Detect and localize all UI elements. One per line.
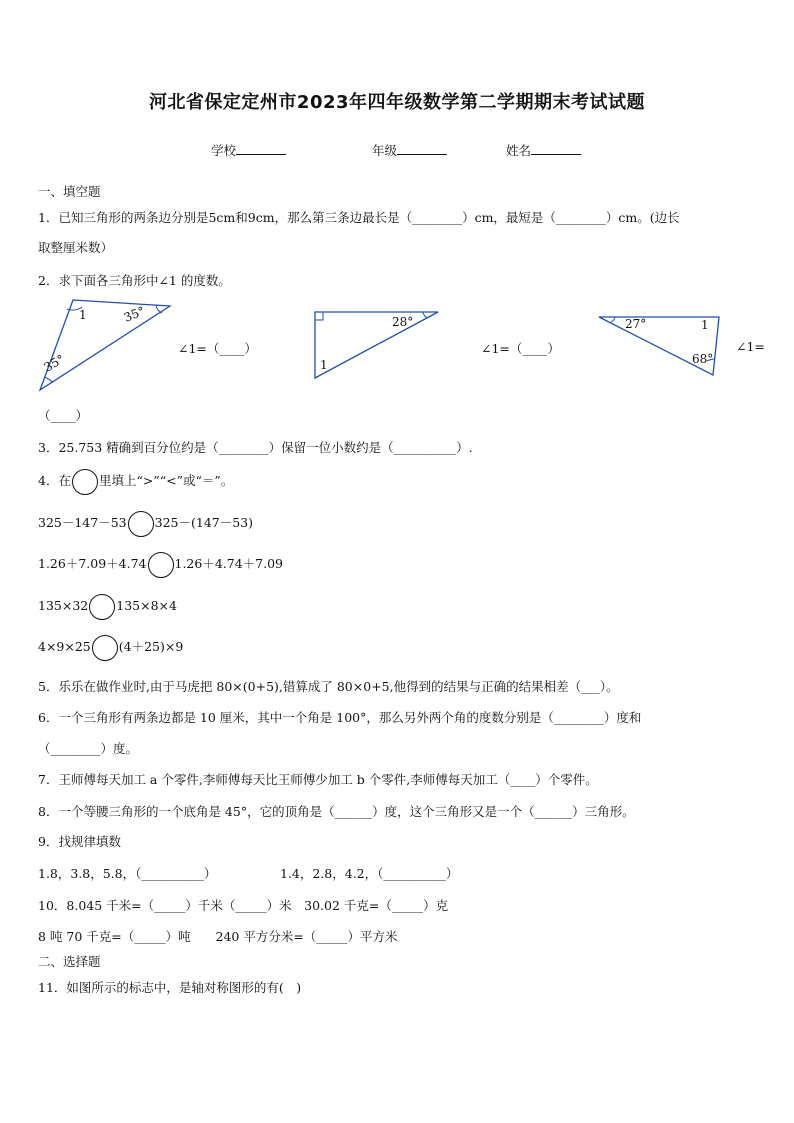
triangle-3-label-27: 27° (625, 317, 647, 331)
compare-circle-4[interactable] (92, 635, 118, 661)
question-3: 3．25.753 精确到百分位约是（________）保留一位小数约是（__________）. (38, 440, 473, 455)
question-4-row-4 (38, 634, 183, 661)
grade-blank[interactable] (397, 142, 447, 155)
triangle-1-shape (40, 300, 170, 390)
triangle-2-label-1: 1 (320, 358, 328, 372)
question-7: 7．王师傅每天加工 a 个零件,李师傅每天比王师傅少加工 b 个零件,李师傅每天加工（____）个零件。 (38, 772, 598, 787)
triangle-3-figure (595, 312, 725, 380)
name-label: 姓名 (506, 143, 532, 158)
question-2-answer-1: ∠1=（____） (178, 341, 257, 356)
question-2-text: 2．求下面各三角形中∠1 的度数。 (38, 273, 231, 288)
question-6-line-2: （________）度。 (38, 741, 139, 756)
question-4-intro-b: 里填上“>”“<”或“＝”。 (98, 473, 234, 488)
question-4-intro-a: 4．在 (38, 473, 71, 488)
question-4-intro (38, 468, 233, 495)
row-3-right: 135×8×4 (116, 598, 177, 613)
row-1-right: 325－(147－53) (154, 515, 254, 530)
grade-label: 年级 (372, 143, 398, 158)
triangle-3-label-68: 68° (692, 352, 714, 366)
question-9-title: 9．找规律填数 (38, 834, 121, 849)
question-2-answer-3-cont: （____） (38, 408, 89, 423)
question-2-answer-3: ∠1= (736, 339, 765, 354)
triangle-1-figure (30, 295, 180, 395)
triangle-3-arc-left (611, 317, 615, 322)
section-choice-heading: 二、选择题 (38, 954, 101, 969)
question-1-line-1: 1．已知三角形的两条边分别是5cm和9cm，那么第三条边最长是（________）cm，最短是（________）cm。(边长 (38, 210, 680, 225)
question-2-answer-2: ∠1=（____） (481, 341, 560, 356)
triangle-2-right-angle-mark (315, 312, 323, 320)
question-1-line-2: 取整厘米数） (38, 240, 114, 255)
question-4-row-2 (38, 551, 283, 578)
section-fill-heading: 一、填空题 (38, 184, 101, 199)
question-5: 5．乐乐在做作业时,由于马虎把 80×(0+5),错算成了 80×0+5,他得到的结果与正确的结果相差（___）。 (38, 679, 619, 694)
compare-circle-2[interactable] (148, 552, 174, 578)
page-title: 河北省保定定州市2023年四年级数学第二学期期末考试试题 (148, 92, 646, 113)
triangle-1-label-35a: 35° (121, 303, 147, 325)
school-label: 学校 (211, 143, 237, 158)
question-11: 11．如图所示的标志中，是轴对称图形的有( ) (38, 980, 302, 995)
question-10-line-2: 8 吨 70 千克=（_____）吨 240 平方分米=（_____）平方米 (38, 929, 398, 944)
name-field (506, 141, 581, 159)
question-9-seq-1: 1.8，3.8，5.8，（__________） (38, 866, 217, 881)
question-8: 8．一个等腰三角形的一个底角是 45°，它的顶角是（______）度，这个三角形又是一个（______）三角形。 (38, 804, 635, 819)
row-1-left: 325－147－53 (38, 515, 127, 530)
question-6-line-1: 6．一个三角形有两条边都是 10 厘米，其中一个角是 100°，那么另外两个角的度数分别是（________）度和 (38, 710, 642, 725)
question-9-seq-2: 1.4，2.8，4.2，（__________） (280, 866, 459, 881)
question-4-row-1 (38, 510, 253, 537)
triangle-1-arc-bottom (44, 377, 53, 383)
school-blank[interactable] (236, 142, 286, 155)
question-10-line-1: 10．8.045 千米=（_____）千米（_____）米 30.02 千克=（_____）克 (38, 898, 449, 913)
triangle-1-label-35b: 35° (41, 351, 67, 375)
school-field (211, 141, 286, 159)
triangle-2-shape (315, 312, 438, 378)
row-2-right: 1.26＋4.74＋7.09 (174, 556, 283, 571)
question-4-row-3 (38, 593, 177, 620)
triangle-2-label-28: 28° (392, 315, 414, 329)
compare-circle-3[interactable] (89, 594, 115, 620)
compare-circle-1[interactable] (128, 511, 154, 537)
row-3-left: 135×32 (38, 598, 89, 613)
triangle-2-figure (310, 308, 445, 383)
grade-field (372, 141, 447, 159)
triangle-1-label-1: 1 (79, 308, 87, 322)
triangle-3-label-1: 1 (701, 318, 709, 332)
compare-circle-example (72, 469, 98, 495)
row-4-right: (4＋25)×9 (118, 639, 184, 654)
row-4-left: 4×9×25 (38, 639, 91, 654)
row-2-left: 1.26＋7.09＋4.74 (38, 556, 147, 571)
name-blank[interactable] (531, 142, 581, 155)
